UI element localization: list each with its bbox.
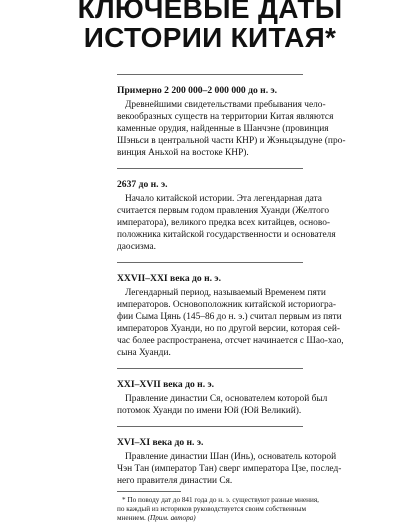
section-divider — [117, 262, 303, 263]
section-divider — [117, 426, 303, 427]
footnote-divider — [117, 491, 181, 492]
text-line: Правление династии Ся, основателем которой был — [125, 394, 328, 404]
footnote-line: * По поводу дат до 841 года до н. э. существуют разные мнения, — [122, 496, 319, 504]
entry-date-heading: 2637 до н. э. — [117, 179, 168, 190]
text-line: императоров. Основоположник китайской историогра- — [117, 300, 336, 310]
entry-text — [117, 451, 342, 487]
entry-text — [117, 393, 328, 417]
text-line: фии Сыма Цянь (145–86 до н. э.) считал первым из пяти — [117, 312, 342, 322]
text-line: сына Хуанди. — [117, 348, 171, 358]
text-line: императора), великого предка всех китайцев, осново- — [117, 218, 331, 228]
text-line: Начало китайской истории. Эта легендарная дата — [125, 194, 322, 204]
text-line: винция Аньхой на востоке КНР). — [117, 148, 249, 158]
text-line: Правление династии Шан (Инь), основатель которой — [125, 452, 337, 462]
text-line: Древнейшими свидетельствами пребывания чело- — [125, 100, 326, 110]
entry-date-heading: Примерно 2 200 000–2 000 000 до н. э. — [117, 85, 278, 96]
text-line: Легендарный период, называемый Временем пяти — [125, 288, 326, 298]
section-divider — [117, 168, 303, 169]
text-line: императоров Хуанди, но по другой версии, которая сей- — [117, 324, 340, 334]
footnote-author-note: (Прим. автора) — [147, 514, 196, 522]
text-line: час более распространена, отсчет начинается с Шао-хао, — [117, 336, 344, 346]
page-title — [0, 0, 420, 52]
timeline-entry — [117, 437, 342, 487]
footnote-line: по каждый из историков руководствуется своим собственным — [117, 505, 307, 513]
timeline-entry — [117, 179, 336, 253]
text-line: Чэн Тан (император Тан) сверг императора Цзе, послед- — [117, 464, 342, 474]
section-divider — [117, 74, 303, 75]
entry-text — [117, 287, 344, 359]
timeline-entry — [117, 85, 346, 159]
section-divider — [117, 368, 303, 369]
footnote-line-text: мнением. — [117, 514, 146, 522]
text-line: считается первым годом правления Хуанди (Желтого — [117, 206, 330, 216]
text-line: него правителя династии Ся. — [117, 476, 233, 486]
entry-date-heading: XXVII–XXI века до н. э. — [117, 273, 221, 284]
entry-date-heading: XVI–XI века до н. э. — [117, 437, 204, 448]
content-column — [117, 65, 346, 523]
entry-text — [117, 99, 346, 159]
text-line: каменные орудия, найденные в Шанчэне (провинция — [117, 124, 329, 134]
footnote-line — [117, 514, 303, 523]
footnote — [117, 496, 319, 523]
entry-text — [117, 193, 336, 253]
text-line: векообразных существ на территории Китая являются — [117, 112, 334, 122]
text-line: положника китайской государственности и основателя — [117, 230, 336, 240]
entry-date-heading: XXI–XVII века до н. э. — [117, 379, 215, 390]
text-line: даосизма. — [117, 242, 156, 252]
text-line: Шэньси в центральной части КНР) и Жэньцзыдуне (про- — [117, 136, 346, 146]
timeline-entry — [117, 379, 328, 417]
title-line-2: ИСТОРИИ КИТАЯ* — [83, 22, 337, 53]
text-line: потомок Хуанди по имени Юй (Юй Великий). — [117, 406, 302, 416]
timeline-entry — [117, 273, 344, 359]
title-line-1: КЛЮЧЕВЫЕ ДАТЫ — [77, 0, 343, 24]
